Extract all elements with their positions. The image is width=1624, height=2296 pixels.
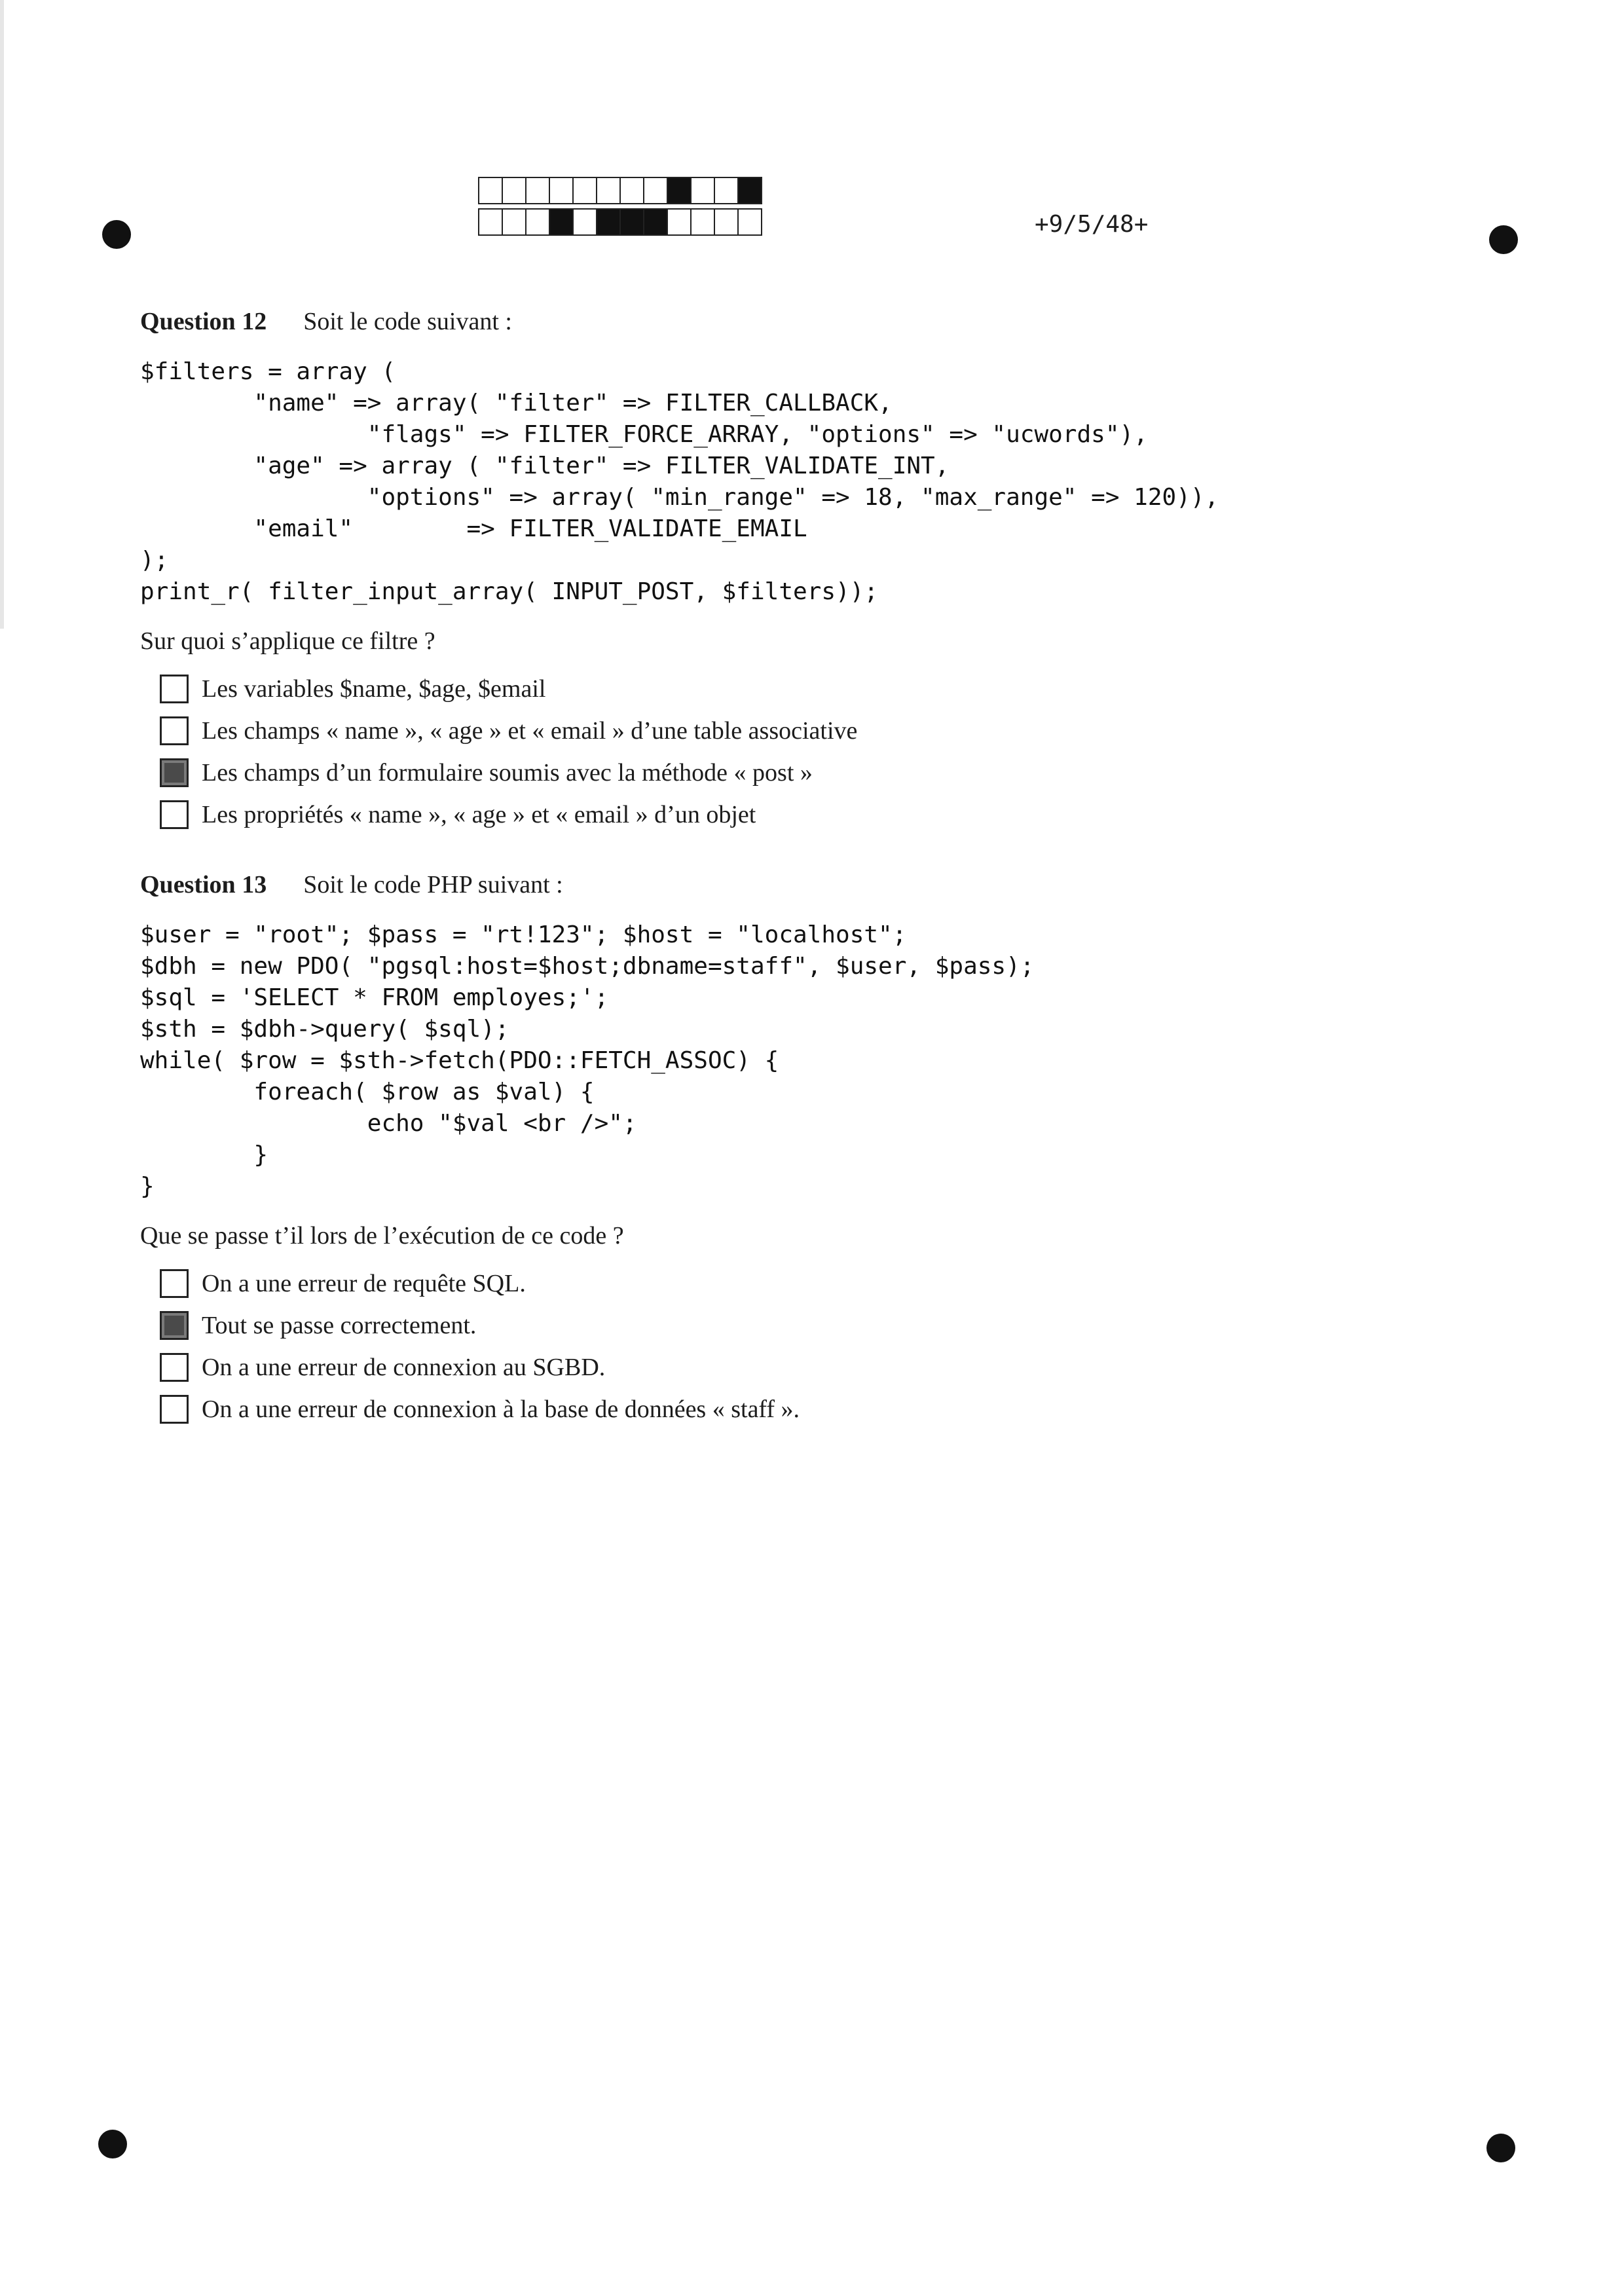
question-prompt: Sur quoi s’applique ce filtre ? <box>140 627 435 655</box>
barcode-cell <box>737 208 762 236</box>
answer-checkbox[interactable] <box>160 1311 189 1340</box>
answer-choice[interactable] <box>160 710 1476 752</box>
question-label: Question 13 <box>140 871 267 898</box>
barcode-cell <box>525 177 550 204</box>
barcode-cell <box>619 208 644 236</box>
question-intro: Soit le code PHP suivant : <box>303 871 563 898</box>
answer-text: Tout se passe correctement. <box>202 1312 477 1339</box>
answer-checkbox[interactable] <box>160 1353 189 1382</box>
barcode-cell <box>667 208 692 236</box>
barcode-cell <box>690 177 715 204</box>
barcode-row-1 <box>478 177 761 204</box>
answer-checkbox[interactable] <box>160 1395 189 1424</box>
question-label: Question 12 <box>140 308 267 335</box>
question-intro: Soit le code suivant : <box>303 308 512 335</box>
answer-checkbox[interactable] <box>160 800 189 829</box>
answer-choice[interactable] <box>160 1346 1476 1388</box>
barcode-cell <box>549 177 574 204</box>
answer-checkbox[interactable] <box>160 675 189 703</box>
barcode-cell <box>737 177 762 204</box>
code-block: $user = "root"; $pass = "rt!123"; $host = "localhost"; $dbh = new PDO( "pgsql:host=$host;dbname=staff", $user, $pass); $sql = 'SELECT * FROM employes;'; $sth = $dbh->query( $sql); while( $row = $sth->fetch(PDO::FETCH_ASSOC) { foreach( $row as $val) { echo "$val <br />"; } } <box>140 921 1035 1200</box>
answer-text: Les champs d’un formulaire soumis avec la méthode « post » <box>202 759 813 787</box>
barcode-cell <box>643 177 668 204</box>
barcode-cell <box>714 208 739 236</box>
answer-checkbox[interactable] <box>160 716 189 745</box>
answer-choice[interactable] <box>160 1263 1476 1305</box>
answer-choices <box>140 1263 1476 1430</box>
barcode-cell <box>619 177 644 204</box>
barcode-cell <box>596 208 621 236</box>
barcode-cell <box>596 177 621 204</box>
answer-choice[interactable] <box>160 794 1476 836</box>
registration-mark-top-right <box>1489 225 1518 254</box>
barcode-cell <box>714 177 739 204</box>
answer-text: Les propriétés « name », « age » et « email » d’un objet <box>202 801 756 828</box>
registration-mark-bottom-left <box>98 2130 127 2158</box>
scan-edge <box>0 0 4 629</box>
answer-text: Les champs « name », « age » et « email » d’une table associative <box>202 717 858 745</box>
answer-choices <box>140 668 1476 836</box>
barcode-cell <box>690 208 715 236</box>
question-13 <box>140 868 1476 1430</box>
question-prompt: Que se passe t’il lors de l’exécution de ce code ? <box>140 1222 624 1250</box>
barcode-cell <box>525 208 550 236</box>
answer-text: Les variables $name, $age, $email <box>202 675 546 703</box>
answer-choice[interactable] <box>160 752 1476 794</box>
barcode-row-2 <box>478 208 761 236</box>
answer-choice[interactable] <box>160 1388 1476 1430</box>
barcode-cell <box>572 177 597 204</box>
question-header <box>140 868 1476 901</box>
answer-choice[interactable] <box>160 1305 1476 1346</box>
barcode-cell <box>478 208 503 236</box>
question-header <box>140 305 1476 338</box>
answer-text: On a une erreur de connexion au SGBD. <box>202 1354 606 1381</box>
answer-checkbox[interactable] <box>160 1269 189 1298</box>
barcode-cell <box>572 208 597 236</box>
answer-text: On a une erreur de connexion à la base de données « staff ». <box>202 1396 800 1423</box>
answer-choice[interactable] <box>160 668 1476 710</box>
barcode-cell <box>667 177 692 204</box>
barcode-cell <box>502 208 526 236</box>
question-12 <box>140 305 1476 836</box>
barcode-cell <box>502 177 526 204</box>
answer-checkbox[interactable] <box>160 758 189 787</box>
registration-mark-bottom-right <box>1486 2134 1515 2162</box>
barcode-cell <box>478 177 503 204</box>
barcode-cell <box>643 208 668 236</box>
registration-mark-top-left <box>102 220 131 249</box>
answer-text: On a une erreur de requête SQL. <box>202 1270 526 1297</box>
page-id: +9/5/48+ <box>1035 211 1149 238</box>
barcode-cell <box>549 208 574 236</box>
code-block: $filters = array ( "name" => array( "filter" => FILTER_CALLBACK, "flags" => FILTER_FORCE_ARRAY, "options" => "ucwords"), "age" => array ( "filter" => FILTER_VALIDATE_INT, "options" => array( "min_range" => 18, "max_range" => 120)), "email" => FILTER_VALIDATE_EMAIL ); print_r( filter_input_array( INPUT_POST, $filters)); <box>140 358 1219 605</box>
